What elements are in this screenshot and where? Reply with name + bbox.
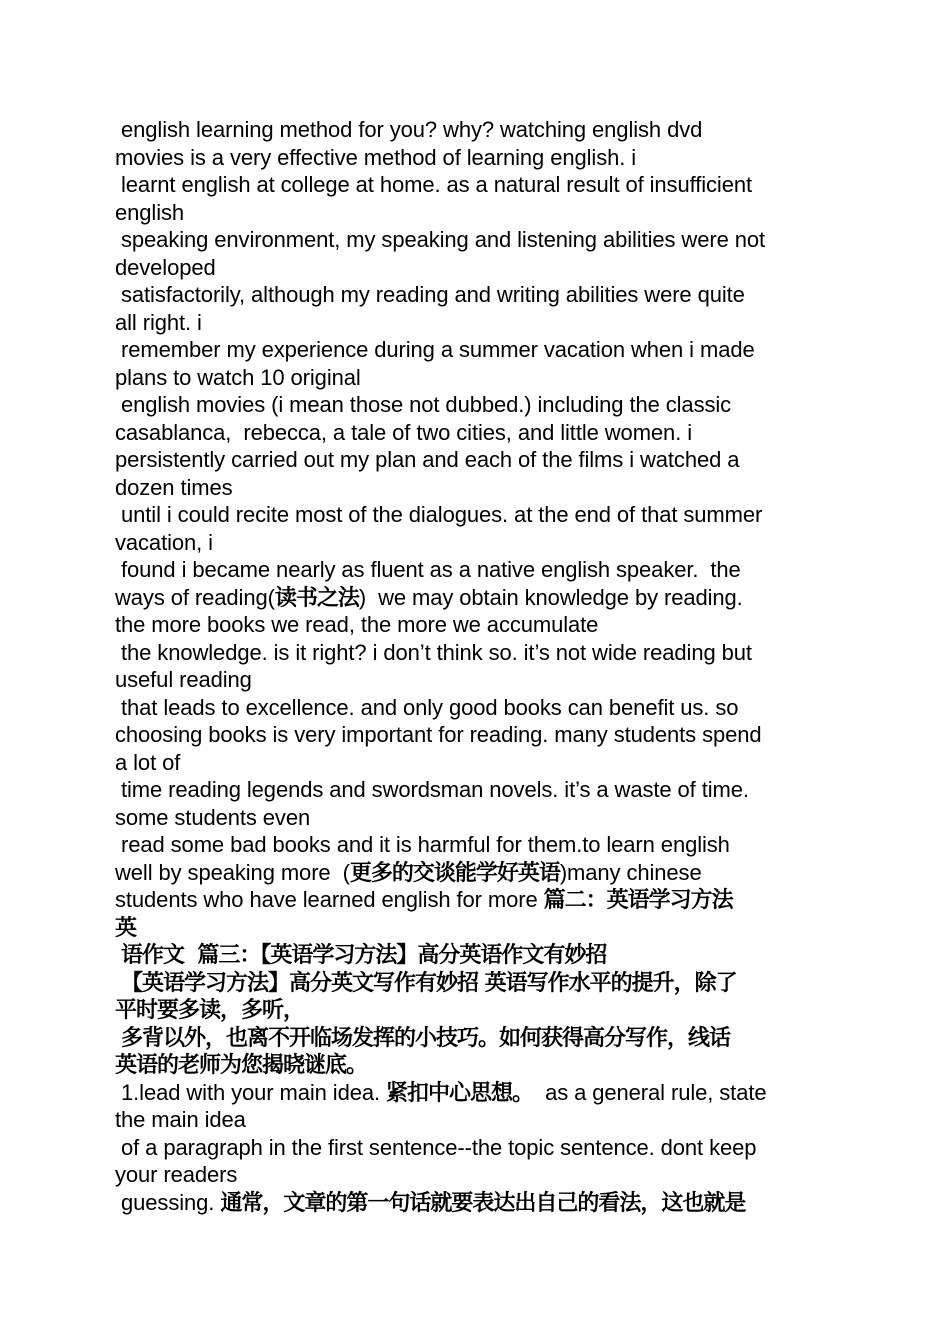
text-line: [115, 969, 840, 997]
text-segment: vacation, i: [115, 529, 213, 555]
text-segment: remember my experience during a summer vacation when i made: [115, 337, 755, 362]
text-line: [115, 116, 840, 144]
text-segment: of a paragraph in the first sentence--the topic sentence. dont keep: [115, 1134, 757, 1160]
text-line: [115, 666, 840, 694]
text-line: [115, 639, 840, 667]
text-segment: ) we may obtain knowledge by reading.: [358, 584, 743, 610]
chinese-bold-segment: 语作文 篇三：【英语学习方法】高分英语作文有妙招: [121, 943, 607, 968]
text-segment: a lot of: [115, 749, 181, 775]
text-segment: all right. i: [115, 309, 202, 335]
chinese-bold-segment: 读书之法: [274, 585, 359, 611]
text-segment: your readers: [115, 1162, 238, 1187]
text-line: [115, 914, 840, 942]
chinese-bold-segment: 英: [115, 915, 137, 941]
text-line: [115, 474, 840, 502]
text-line: [115, 1051, 840, 1079]
text-line: [115, 941, 840, 969]
text-line: [115, 1189, 840, 1217]
text-segment: speaking environment, my speaking and listening abilities were not: [115, 227, 766, 252]
chinese-bold-segment: 篇二：英语学习方法: [543, 888, 733, 913]
text-segment: dozen times: [115, 474, 233, 500]
text-line: [115, 446, 840, 474]
chinese-bold-segment: 英语的老师为您揭晓谜底。: [115, 1053, 368, 1078]
text-line: [115, 529, 840, 557]
text-line: [115, 364, 840, 392]
text-segment: the knowledge. is it right? i don’t think so. it’s not wide reading but: [115, 639, 752, 665]
text-line: [115, 1161, 840, 1189]
text-segment: ways of reading(: [115, 584, 275, 610]
text-line: [115, 419, 840, 447]
text-segment: well by speaking more (: [115, 859, 350, 885]
text-line: [115, 1106, 840, 1134]
text-line: [115, 309, 840, 337]
text-segment: choosing books is very important for reading. many students spend: [115, 722, 762, 747]
text-line: [115, 171, 840, 199]
text-line: [115, 556, 840, 584]
text-line: [115, 721, 840, 749]
text-line: [115, 1134, 840, 1162]
text-line: [115, 254, 840, 282]
text-segment: time reading legends and swordsman novels. it’s a waste of time.: [115, 777, 749, 802]
text-segment: movies is a very effective method of learning english. i: [115, 144, 637, 170]
text-line: [115, 694, 840, 722]
text-line: [115, 199, 840, 227]
text-line: [115, 611, 840, 639]
text-line: [115, 336, 840, 364]
text-segment: persistently carried out my plan and each of the films i watched a: [115, 447, 740, 472]
text-line: [115, 886, 840, 914]
text-line: [115, 1024, 840, 1052]
chinese-bold-segment: 平时要多读，多听，: [115, 998, 305, 1023]
text-line: [115, 501, 840, 529]
text-segment: students who have learned english for more: [115, 887, 544, 912]
text-segment: as a general rule, state: [533, 1079, 767, 1105]
text-segment: read some bad books and it is harmful for them.to learn english: [115, 832, 730, 857]
document-body-text: [115, 116, 840, 1216]
text-segment: english: [115, 199, 185, 225]
text-segment: the more books we read, the more we accumulate: [115, 612, 599, 637]
text-segment: useful reading: [115, 667, 252, 692]
text-segment: the main idea: [115, 1107, 246, 1132]
text-line: [115, 584, 840, 612]
text-segment: developed: [115, 254, 216, 280]
chinese-bold-segment: 通常，文章的第一句话就要表达出自己的看法，这也就是: [220, 1190, 746, 1216]
text-line: [115, 859, 840, 887]
text-segment: found i became nearly as fluent as a native english speaker. the: [115, 557, 741, 582]
chinese-bold-segment: 多背以外，也离不开临场发挥的小技巧。如何获得高分写作，线话: [121, 1025, 731, 1051]
text-line: [115, 226, 840, 254]
text-segment: plans to watch 10 original: [115, 364, 361, 390]
text-segment: some students even: [115, 804, 311, 830]
text-line: [115, 831, 840, 859]
text-segment: learnt english at college at home. as a natural result of insufficient: [115, 172, 752, 197]
text-line: [115, 996, 840, 1024]
text-segment: that leads to excellence. and only good books can benefit us. so: [115, 694, 739, 720]
text-line: [115, 776, 840, 804]
text-segment: casablanca, rebecca, a tale of two cities, and little women. i: [115, 419, 693, 445]
text-segment: satisfactorily, although my reading and writing abilities were quite: [115, 282, 745, 307]
chinese-bold-segment: 更多的交谈能学好英语: [349, 860, 560, 886]
text-segment: )many chinese: [559, 859, 702, 885]
chinese-bold-segment: 紧扣中心思想。: [386, 1080, 534, 1106]
text-segment: english movies (i mean those not dubbed.) including the classic: [115, 392, 732, 417]
text-segment: guessing.: [115, 1189, 221, 1215]
text-segment: 1.lead with your main idea.: [115, 1079, 387, 1105]
text-segment: until i could recite most of the dialogues. at the end of that summer: [115, 502, 763, 527]
chinese-bold-segment: 【英语学习方法】高分英文写作有妙招 英语写作水平的提升，除了: [121, 970, 737, 996]
text-line: [115, 281, 840, 309]
text-segment: english learning method for you? why? watching english dvd: [115, 117, 703, 142]
text-line: [115, 144, 840, 172]
text-line: [115, 391, 840, 419]
text-line: [115, 1079, 840, 1107]
text-line: [115, 804, 840, 832]
text-line: [115, 749, 840, 777]
